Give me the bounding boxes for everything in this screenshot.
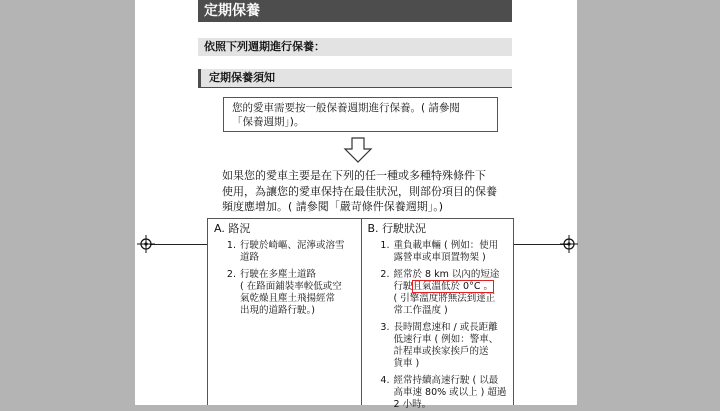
paragraph-line: 使用，為讓您的愛車保持在最佳狀況，則部份項目的保養 bbox=[222, 184, 497, 198]
subheading: 依照下列週期進行保養： bbox=[198, 38, 512, 56]
registration-mark-icon bbox=[137, 235, 155, 253]
registration-line bbox=[150, 244, 207, 245]
special-conditions-paragraph bbox=[222, 168, 512, 215]
conditions-table bbox=[207, 218, 514, 410]
list-item: 2. 經常於 8 km 以內的短途 行駛且氣溫低於 0°C 。 ( 引擎溫度將無法到達正 常工作溫度 ) bbox=[380, 269, 500, 316]
notice-box bbox=[223, 97, 498, 132]
road-conditions-column bbox=[208, 219, 361, 405]
notice-line: 「保養週期」)。 bbox=[232, 116, 305, 128]
section-heading: 定期保養須知 bbox=[198, 69, 512, 87]
down-arrow-icon bbox=[343, 137, 373, 167]
list-item: 1. 行駛於崎嶇、泥濘或溶雪 道路 bbox=[226, 240, 345, 263]
list-item: 1. 重負載車輛 ( 例如：使用 露營車或車頂置物架 ) bbox=[380, 240, 499, 263]
column-header: A. 路況 bbox=[214, 222, 251, 235]
page-title: 定期保養 bbox=[198, 0, 512, 22]
paragraph-line: 如果您的愛車主要是在下列的任一種或多種特殊條件下 bbox=[222, 169, 486, 182]
highlighted-text: 且氣溫低於 0°C 。 bbox=[412, 281, 493, 292]
list-item: 3. 長時間怠速和 / 或長距離 低速行車 ( 例如：警車、 計程車或挨家挨戶的送 貨車 ) bbox=[380, 322, 499, 369]
registration-mark-icon bbox=[560, 235, 578, 253]
column-header: B. 行駛狀況 bbox=[367, 222, 427, 235]
notice-line: 您的愛車需要按一般保養週期進行保養。( 請參閱 bbox=[232, 102, 460, 114]
section-rule bbox=[198, 87, 512, 88]
list-item: 4. 經常持續高速行駛 ( 以最 高車速 80% 或以上 ) 超過 2 小時。 bbox=[380, 375, 507, 410]
driving-conditions-column bbox=[361, 219, 514, 410]
paragraph-line: 頻度應增加。( 請參閱「嚴苛條件保養週期」。) bbox=[222, 200, 444, 213]
list-item: 2. 行駛在多塵土道路 ( 在路面鋪裝率較低或空 氣乾燥且塵土飛揚經常 出現的道路行駛。) bbox=[226, 269, 342, 316]
